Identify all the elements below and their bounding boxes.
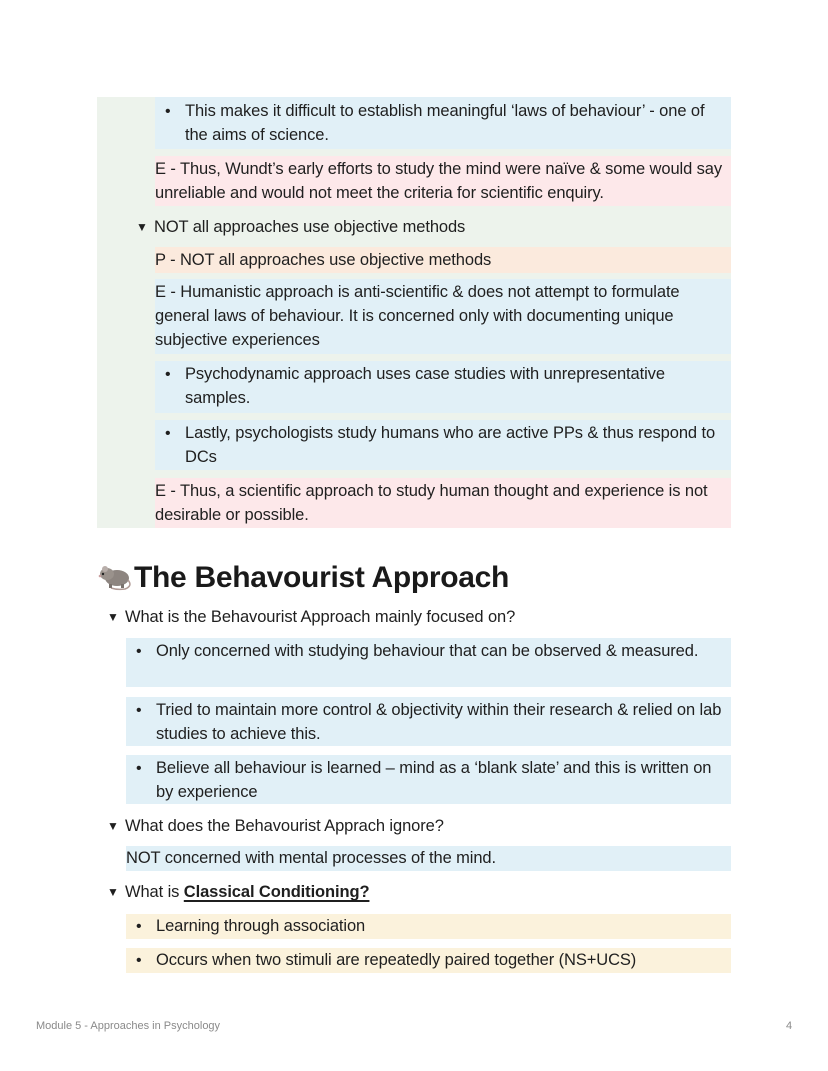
- caret-down-icon[interactable]: ▼: [107, 610, 119, 624]
- bullet-text: Learning through association: [156, 917, 366, 935]
- bullet-icon: •: [136, 643, 142, 660]
- toggle-focus[interactable]: [107, 605, 515, 630]
- toggle-objective-methods[interactable]: [136, 215, 465, 240]
- toggle-ignore[interactable]: [107, 814, 444, 839]
- point-block: [155, 247, 731, 273]
- answer-block: [126, 846, 731, 871]
- explanation-block: [155, 279, 731, 354]
- toggle-label: What does the Behavourist Apprach ignore?: [125, 817, 444, 835]
- bullet-icon: •: [136, 952, 142, 969]
- bullet-icon: •: [136, 702, 142, 719]
- bullet-block: [126, 638, 731, 687]
- footer-title: Module 5 - Approaches in Psychology: [36, 1020, 221, 1032]
- bullet-block: [126, 697, 731, 746]
- point-text: P - NOT all approaches use objective methods: [155, 251, 492, 269]
- conclusion-text: E - Thus, a scientific approach to study human thought and experience is not desirable or possible.: [155, 482, 708, 524]
- bullet-text: Tried to maintain more control & objectivity within their research & relied on lab studies to achieve this.: [156, 701, 722, 743]
- bullet-text: Believe all behaviour is learned – mind as a ‘blank slate’ and this is written on by experience: [156, 759, 712, 801]
- bullet-icon: •: [165, 366, 171, 383]
- conclusion-block: [155, 478, 731, 528]
- page-number: 4: [786, 1020, 793, 1032]
- toggle-label: NOT all approaches use objective methods: [154, 218, 466, 236]
- toggle-label-prefix: What is: [125, 883, 184, 901]
- bullet-block: [155, 420, 731, 470]
- bullet-text: Occurs when two stimuli are repeatedly paired together (NS+UCS): [156, 951, 637, 969]
- explanation-text: E - Thus, Wundt’s early efforts to study the mind were naïve & some would say unreliable and would not meet the criteria for scientific enquiry.: [155, 160, 723, 202]
- bullet-icon: •: [136, 760, 142, 777]
- bullet-text: Psychodynamic approach uses case studies with unrepresentative samples.: [185, 365, 665, 407]
- bullet-block: [155, 361, 731, 413]
- bullet-icon: •: [165, 425, 171, 442]
- explanation-block: [155, 156, 731, 206]
- bullet-block: [126, 948, 731, 973]
- toggle-label: What is the Behavourist Approach mainly focused on?: [125, 608, 516, 626]
- caret-down-icon[interactable]: ▼: [136, 220, 148, 234]
- bullet-block: [126, 755, 731, 804]
- rat-icon: [97, 561, 133, 591]
- answer-text: NOT concerned with mental processes of the mind.: [126, 849, 496, 867]
- section-title: The Behavourist Approach: [134, 561, 510, 594]
- toggle-classical-conditioning[interactable]: [107, 880, 369, 905]
- caret-down-icon[interactable]: ▼: [107, 885, 119, 899]
- explanation-text: E - Humanistic approach is anti-scientific & does not attempt to formulate general laws of behaviour. It is concerned only with documenting unique subjective experiences: [155, 283, 680, 349]
- caret-down-icon[interactable]: ▼: [107, 819, 119, 833]
- bullet-block: [126, 914, 731, 939]
- classical-conditioning-link[interactable]: Classical Conditioning?: [183, 883, 370, 901]
- bullet-icon: •: [136, 918, 142, 935]
- bullet-text: Lastly, psychologists study humans who are active PPs & thus respond to DCs: [185, 424, 716, 466]
- bullet-text: Only concerned with studying behaviour that can be observed & measured.: [156, 642, 699, 660]
- bullet-icon: •: [165, 103, 171, 120]
- bullet-block: [155, 97, 731, 149]
- bullet-text: This makes it difficult to establish meaningful ‘laws of behaviour’ - one of the aims of science.: [185, 102, 705, 144]
- section-heading: [97, 558, 509, 598]
